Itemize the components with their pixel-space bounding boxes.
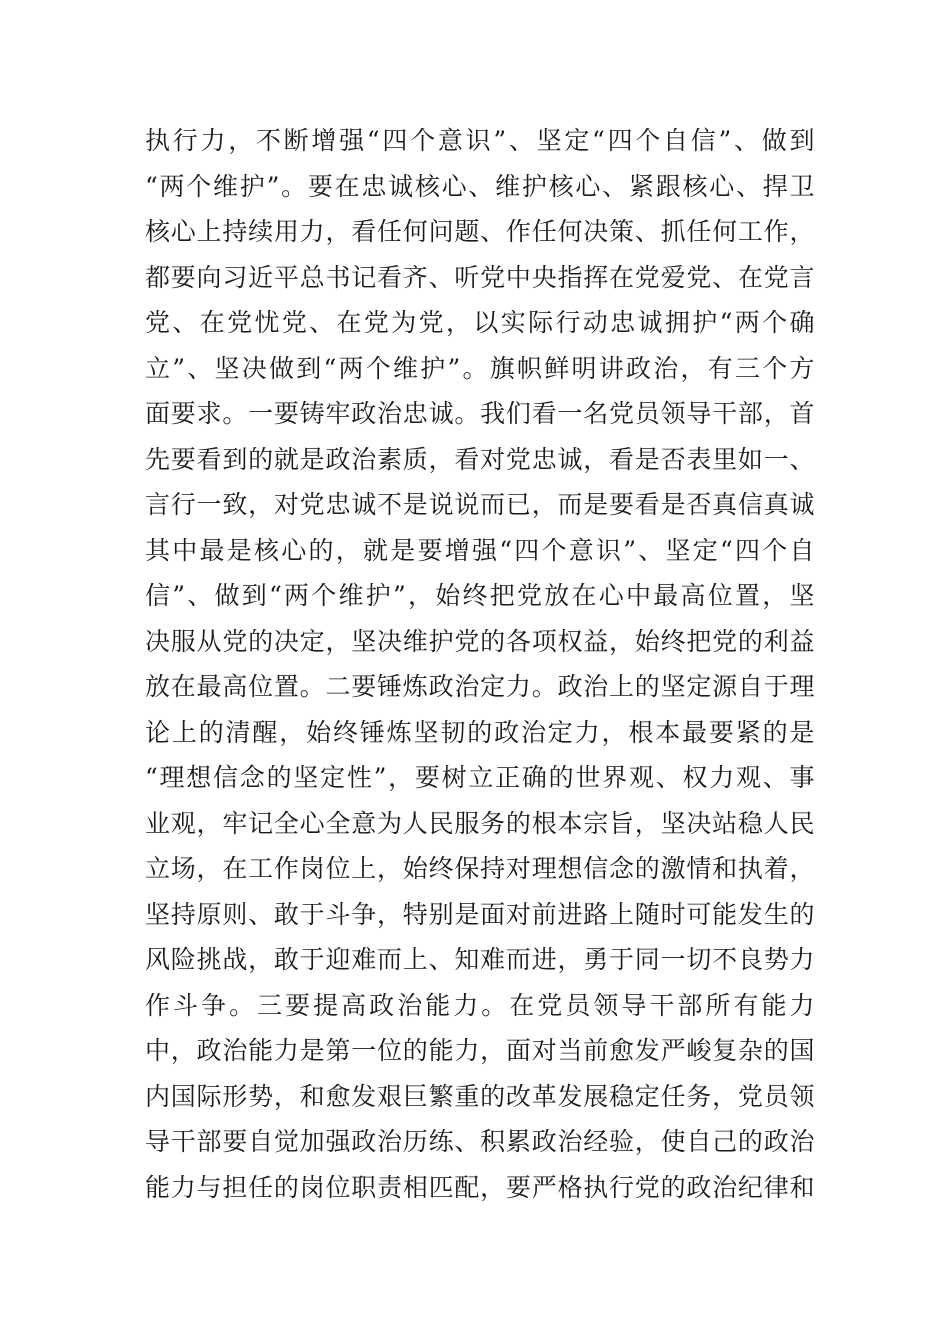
text-line: “两个维护”。要在忠诚核心、维护核心、紧跟核心、捍卫 [145,171,815,201]
text-line: 导干部要自觉加强政治历练、积累政治经验，使自己的政治 [145,1127,815,1156]
text-line: 决服从党的决定，坚决维护党的各项权益，始终把党的利益 [145,626,815,656]
body-paragraph [145,118,815,1210]
text-line: 作斗争。三要提高政治能力。在党员领导干部所有能力 [145,990,815,1020]
text-line: 核心上持续用力，看任何问题、作任何决策、抓任何工作， [145,217,815,246]
text-line: 党、在党忧党、在党为党，以实际行动忠诚拥护“两个确 [145,308,815,337]
text-line: 其中最是核心的，就是要增强“四个意识”、坚定“四个自 [145,535,815,565]
text-line: 立场，在工作岗位上，始终保持对理想信念的激情和执着， [145,854,815,883]
text-line: 能力与担任的岗位职责相匹配，要严格执行党的政治纪律和 [145,1172,815,1202]
text-line: 坚持原则、敢于斗争，特别是面对前进路上随时可能发生的 [145,899,815,929]
text-line: 信”、做到“两个维护”，始终把党放在心中最高位置，坚 [145,581,815,610]
text-line: 立”、坚决做到“两个维护”。旗帜鲜明讲政治，有三个方 [145,353,815,383]
text-line: 面要求。一要铸牢政治忠诚。我们看一名党员领导干部，首 [145,399,815,428]
text-line: 先要看到的就是政治素质，看对党忠诚，看是否表里如一、 [145,444,815,474]
text-line: 都要向习近平总书记看齐、听党中央指挥在党爱党、在党言 [145,262,815,292]
text-line: 内国际形势，和愈发艰巨繁重的改革发展稳定任务，党员领 [145,1081,815,1111]
text-line: 风险挑战，敢于迎难而上、知难而进，勇于同一切不良势力 [145,945,815,974]
text-line: “理想信念的坚定性”，要树立正确的世界观、权力观、事 [145,763,815,792]
text-line: 执行力，不断增强“四个意识”、坚定“四个自信”、做到 [145,126,815,155]
text-line: 论上的清醒，始终锤炼坚韧的政治定力，根本最要紧的是 [145,717,815,747]
text-line: 言行一致，对党忠诚不是说说而已，而是要看是否真信真诚 [145,490,815,519]
text-line: 放在最高位置。二要锤炼政治定力。政治上的坚定源自于理 [145,672,815,701]
text-line: 中，政治能力是第一位的能力，面对当前愈发严峻复杂的国 [145,1036,815,1065]
text-line: 业观，牢记全心全意为人民服务的根本宗旨，坚决站稳人民 [145,808,815,838]
